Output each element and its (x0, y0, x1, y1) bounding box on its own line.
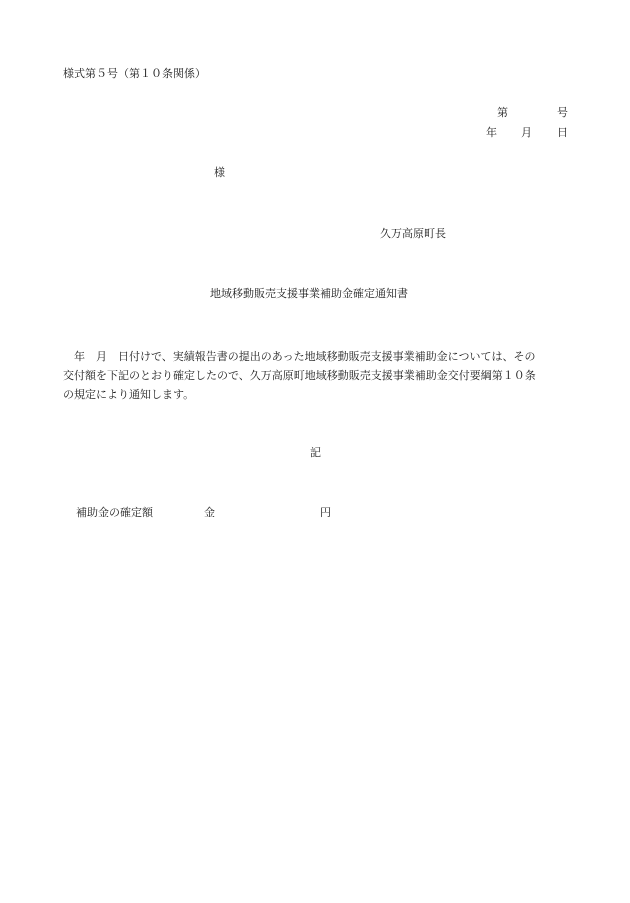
document-number-suffix: 号 (557, 106, 568, 119)
notice-body (63, 347, 573, 404)
date-month-label: 月 (521, 126, 532, 139)
document-date-line (486, 126, 568, 140)
document-number-line (486, 106, 568, 120)
notice-body-line: 交付額を下記のとおり確定したので、久万高原町地域移動販売支援事業補助金交付要綱第１０条 (63, 369, 536, 382)
date-year-label: 年 (486, 126, 497, 139)
amount-prefix: 金 (204, 506, 215, 519)
amount-currency-suffix: 円 (320, 506, 331, 519)
issuer-name: 久万高原町長 (380, 227, 446, 240)
document-title: 地域移動販売支援事業補助金確定通知書 (210, 287, 408, 300)
date-day-label: 日 (557, 126, 568, 139)
notice-body-line: 年 月 日付けで、実績報告書の提出のあった地域移動販売支援事業補助金については、その (63, 350, 536, 363)
confirmed-amount-row (76, 506, 346, 520)
confirmed-amount-label: 補助金の確定額 (76, 506, 153, 519)
recipient-honorific: 様 (214, 166, 225, 179)
notice-body-line: の規定により通知します。 (63, 388, 195, 401)
document-number-prefix: 第 (497, 106, 508, 119)
form-number: 様式第５号（第１０条関係） (63, 67, 206, 80)
ki-heading: 記 (310, 446, 321, 459)
